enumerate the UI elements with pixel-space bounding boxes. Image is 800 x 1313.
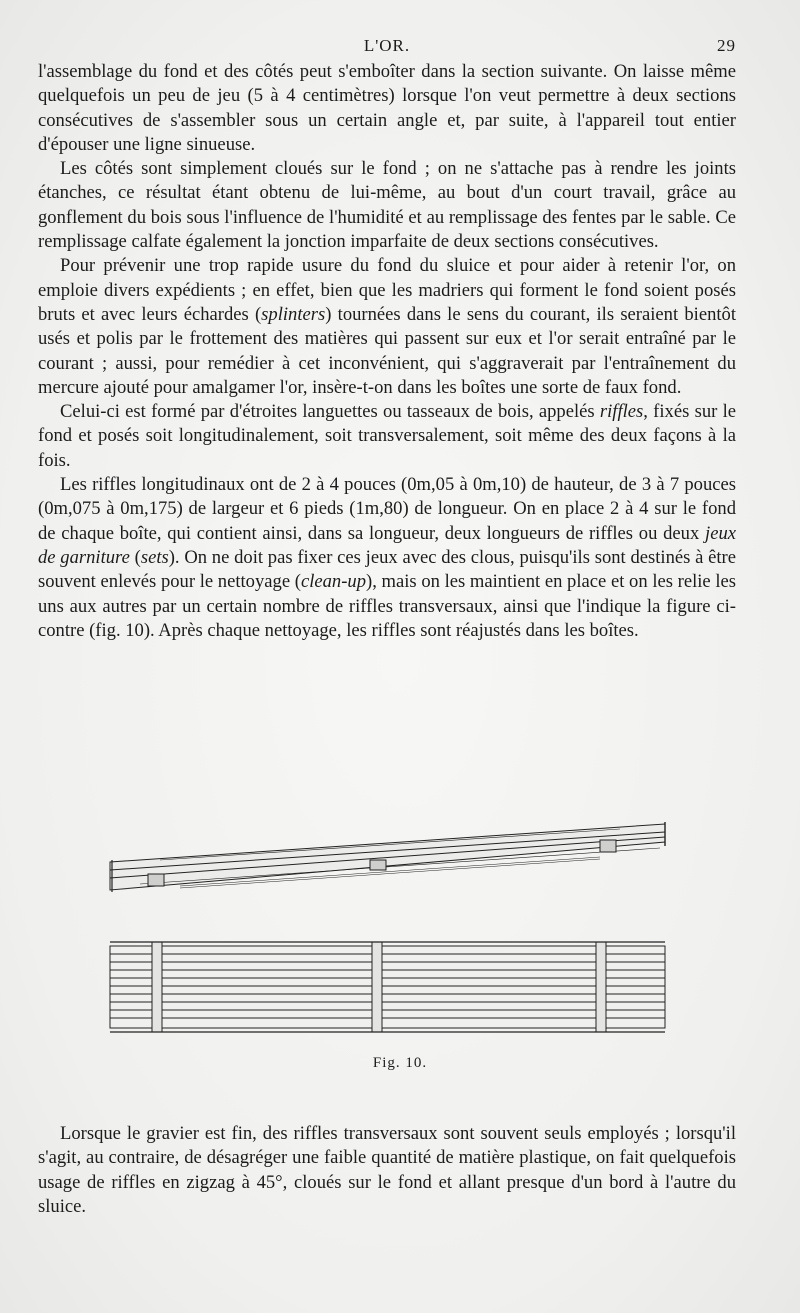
figure-caption: Fig. 10.	[372, 1055, 428, 1071]
riffles-illustration	[100, 812, 680, 1052]
italic-term: splinters	[261, 303, 326, 325]
side-view	[110, 822, 665, 892]
italic-term: sets	[140, 546, 169, 568]
text-run: ) tournées dans le sens du courant, ils seraient bientôt usés et polis par le frottement des matières qui passent sur eux et l'or serait entraîné par le courant ; aussi, pour remédier à cet inconvénient, qui s'aggraverait par l'entraînement du mercure ajouté pour amalgamer l'or, insère-t-on dans les boîtes une sorte de faux fond.	[38, 303, 736, 398]
paragraph: Lorsque le gravier est fin, des riffles transversaux sont souvent seuls employés ; lorsqu'il s'agit, au contraire, de désagréger une faible quantité de matière plastique, on fait quelquefois usage de riffles en zigzag à 45°, cloués sur le fond et allant presque d'un bord à l'autre du sluice.	[38, 1123, 736, 1217]
paragraph: l'assemblage du fond et des côtés peut s'emboîter dans la section suivante. On laisse même quelquefois un peu de jeu (5 à 4 centimètres) lorsque l'on veut permettre à deux sections consécutives de s'assembler sous un certain angle et, par suite, à l'appareil tout entier d'épouser une ligne sinueuse.	[38, 61, 736, 155]
paragraph	[38, 254, 736, 400]
main-text	[38, 60, 736, 643]
text-run: ). On ne doit pas fixer ces jeux avec des clous, puisqu'ils sont destinés à être souvent enlevés pour le nettoyage (	[38, 546, 736, 593]
figure-riffles	[100, 812, 680, 1052]
top-view	[110, 942, 665, 1032]
text-run: (	[129, 546, 141, 568]
text-run: Pour prévenir une trop rapide usure du fond du sluice et pour aider à retenir l'or, on emploie divers expédients ; en effet, bien que les madriers qui forment le fond soient posés bruts et avec leurs échardes (	[38, 255, 736, 325]
italic-term: jeux de garniture	[38, 522, 736, 568]
italic-term: clean-up	[300, 571, 367, 593]
paragraph	[38, 400, 736, 473]
italic-term: riffles	[599, 401, 644, 423]
running-title: L'OR.	[363, 36, 411, 55]
text-run: ), mais on les maintient en place et on les relie les uns aux autres par un certain nombre de riffles transversaux, ainsi que l'indique la figure ci-contre (fig. 10). Après chaque nettoyage, les riffles sont réajustés dans les boîtes.	[38, 571, 737, 641]
main-text-continued	[38, 1122, 736, 1219]
paragraph	[38, 473, 736, 643]
paragraph: Les côtés sont simplement cloués sur le fond ; on ne s'attache pas à rendre les joints étanches, ce résultat étant obtenu de lui-même, au bout d'un court travail, grâce au gonflement du bois sous l'influence de l'humidité et au remplissage des fentes par le sable. Ce remplissage calfate également la jonction imparfaite de deux sections consécutives.	[38, 158, 736, 253]
text-run: , fixés sur le fond et posés soit longitudinalement, soit transversalement, soit même des deux façons à la fois.	[38, 401, 736, 471]
text-run: Les riffles longitudinaux ont de 2 à 4 pouces (0m,05 à 0m,10) de hauteur, de 3 à 7 pouces (0m,075 à 0m,175) de largeur et 6 pieds (1m,80) de longueur. On en place 2 à 4 sur le fond de chaque boîte, qui contient ainsi, dans sa longueur, deux longueurs de riffles ou deux	[38, 474, 736, 544]
text-run: Celui-ci est formé par d'étroites languettes ou tasseaux de bois, appelés	[60, 401, 600, 423]
page-number: 29	[717, 36, 736, 55]
